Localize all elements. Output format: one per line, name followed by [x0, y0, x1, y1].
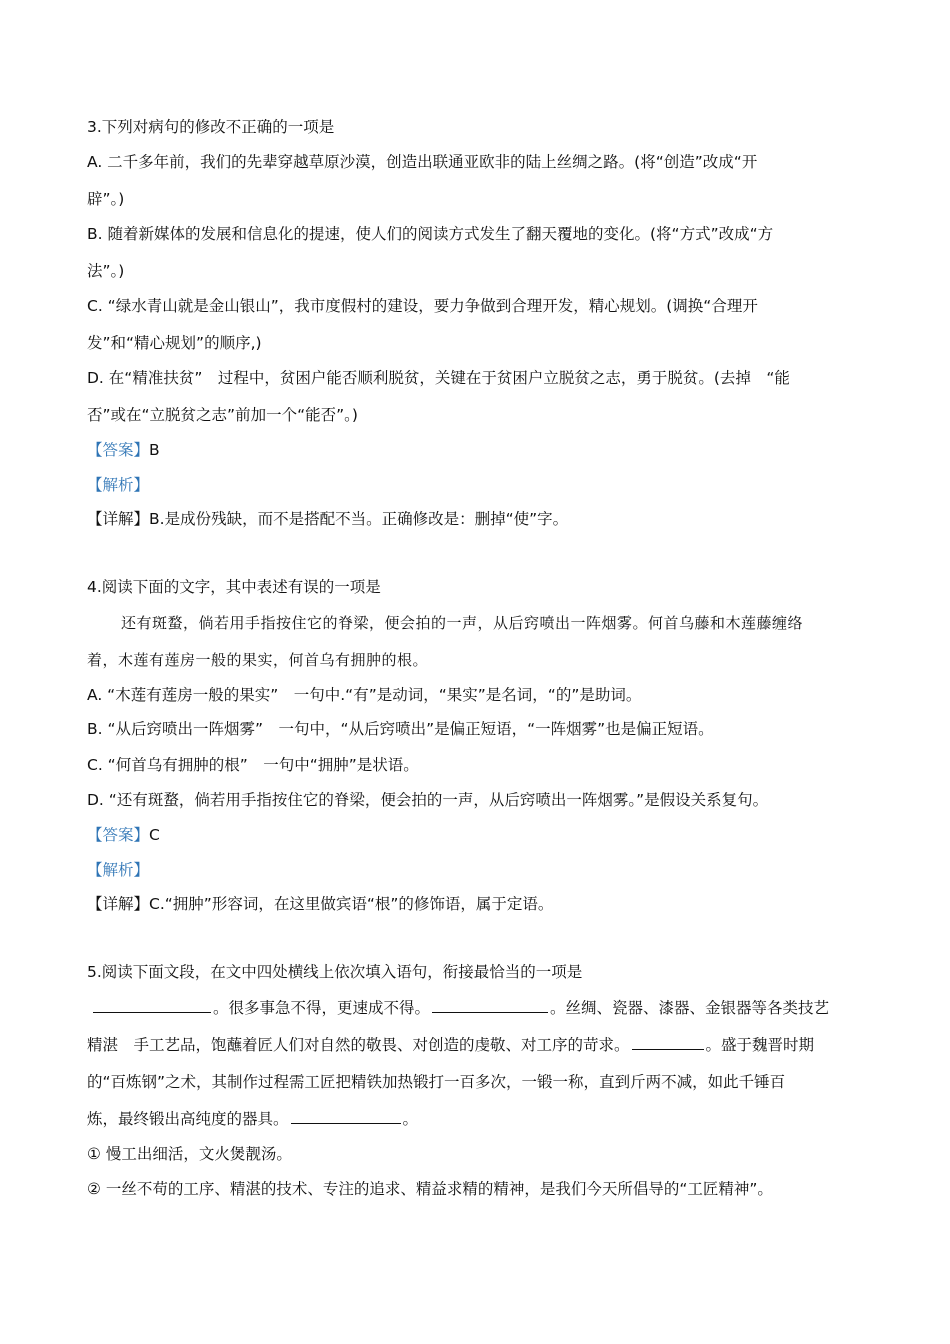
q5-option-2: ② 一丝不苟的工序、精湛的技术、专注的追求、精益求精的精神，是我们今天所倡导的“工匠精神”。 — [87, 1180, 773, 1198]
q5-paragraph-line3: 的“百炼钢”之术，其制作过程需工匠把精铁加热锻打一百多次，一锻一称，直到斤两不减，如此千锤百 — [87, 1073, 786, 1091]
q4-option-c: C. “何首乌有拥肿的根” 一句中“拥肿”是状语。 — [87, 756, 419, 774]
q5-text-segment: 。 — [402, 1110, 419, 1128]
fill-blank-3[interactable] — [632, 1034, 704, 1050]
detail-tag: 【详解】 — [87, 510, 150, 528]
answer-value: B — [149, 441, 160, 459]
q5-text-segment: 。丝绸、瓷器、漆器、金银器等各类技艺 — [550, 999, 830, 1017]
q3-stem: 3.下列对病句的修改不正确的一项是 — [87, 118, 335, 136]
q4-stem: 4.阅读下面的文字，其中表述有误的一项是 — [87, 578, 381, 596]
q5-text-segment: 。盛于魏晋时期 — [705, 1036, 815, 1054]
answer-value: C — [149, 826, 160, 844]
q3-option-c-line1: C. “绿水青山就是金山银山”，我市度假村的建设，要力争做到合理开发，精心规划。(调换“合理开 — [87, 297, 758, 315]
q5-text-segment: 炼，最终锻出高纯度的器具。 — [87, 1110, 289, 1128]
q3-option-c-line2: 发”和“精心规划”的顺序,) — [87, 334, 262, 352]
answer-tag: 【答案】 — [87, 826, 150, 844]
q5-paragraph-line2 — [87, 1034, 870, 1056]
analysis-tag: 【解析】 — [87, 861, 150, 879]
analysis-tag: 【解析】 — [87, 476, 150, 494]
q3-analysis — [87, 474, 870, 496]
q3-option-a-line1: A. 二千多年前，我们的先辈穿越草原沙漠，创造出联通亚欧非的陆上丝绸之路。(将“创造”改成“开 — [87, 153, 758, 171]
q5-text-segment: 精湛 手工艺品，饱蘸着匠人们对自然的敬畏、对创造的虔敬、对工序的苛求。 — [87, 1036, 630, 1054]
q3-option-a-line2: 辟”。) — [87, 190, 125, 208]
q5-paragraph-line1 — [87, 997, 870, 1019]
q5-stem: 5.阅读下面文段，在文中四处横线上依次填入语句，衔接最恰当的一项是 — [87, 963, 583, 981]
q4-passage-line2: 着，木莲有莲房一般的果实，何首乌有拥肿的根。 — [87, 651, 429, 669]
q4-passage-line1: 还有斑蝥，倘若用手指按住它的脊梁，便会拍的一声，从后窍喷出一阵烟雾。何首乌藤和木莲藤缠络 — [121, 614, 804, 632]
q3-answer — [87, 439, 870, 461]
q3-option-b-line2: 法”。) — [87, 262, 125, 280]
q4-answer — [87, 824, 870, 846]
q5-text-segment: 。很多事急不得，更速成不得。 — [213, 999, 431, 1017]
q3-detail — [87, 508, 870, 530]
fill-blank-2[interactable] — [432, 997, 548, 1013]
detail-text: B.是成份残缺，而不是搭配不当。正确修改是：删掉“使”字。 — [149, 510, 569, 528]
q3-option-d-line2: 否”或在“立脱贫之志”前加一个“能否”。) — [87, 406, 358, 424]
q4-detail — [87, 893, 870, 915]
q4-option-b: B. “从后窍喷出一阵烟雾” 一句中，“从后窍喷出”是偏正短语，“一阵烟雾”也是偏正短语。 — [87, 720, 714, 738]
q3-option-b-line1: B. 随着新媒体的发展和信息化的提速，使人们的阅读方式发生了翻天覆地的变化。(将“方式”改成“方 — [87, 225, 774, 243]
fill-blank-1[interactable] — [93, 997, 211, 1013]
q4-analysis — [87, 859, 870, 881]
fill-blank-4[interactable] — [291, 1108, 401, 1124]
detail-tag: 【详解】 — [87, 895, 150, 913]
q5-option-1: ① 慢工出细活，文火煲靓汤。 — [87, 1145, 292, 1163]
q5-paragraph-line4 — [87, 1108, 870, 1130]
detail-text: C.“拥肿”形容词，在这里做宾语“根”的修饰语，属于定语。 — [149, 895, 554, 913]
q4-option-a: A. “木莲有莲房一般的果实” 一句中.“有”是动词，“果实”是名词，“的”是助词。 — [87, 686, 642, 704]
answer-tag: 【答案】 — [87, 441, 150, 459]
q4-option-d: D. “还有斑蝥，倘若用手指按住它的脊梁，便会拍的一声，从后窍喷出一阵烟雾。”是假设关系复句。 — [87, 791, 769, 809]
q3-option-d-line1: D. 在“精准扶贫” 过程中，贫困户能否顺利脱贫，关键在于贫困户立脱贫之志，勇于脱贫。(去掉 “能 — [87, 369, 790, 387]
